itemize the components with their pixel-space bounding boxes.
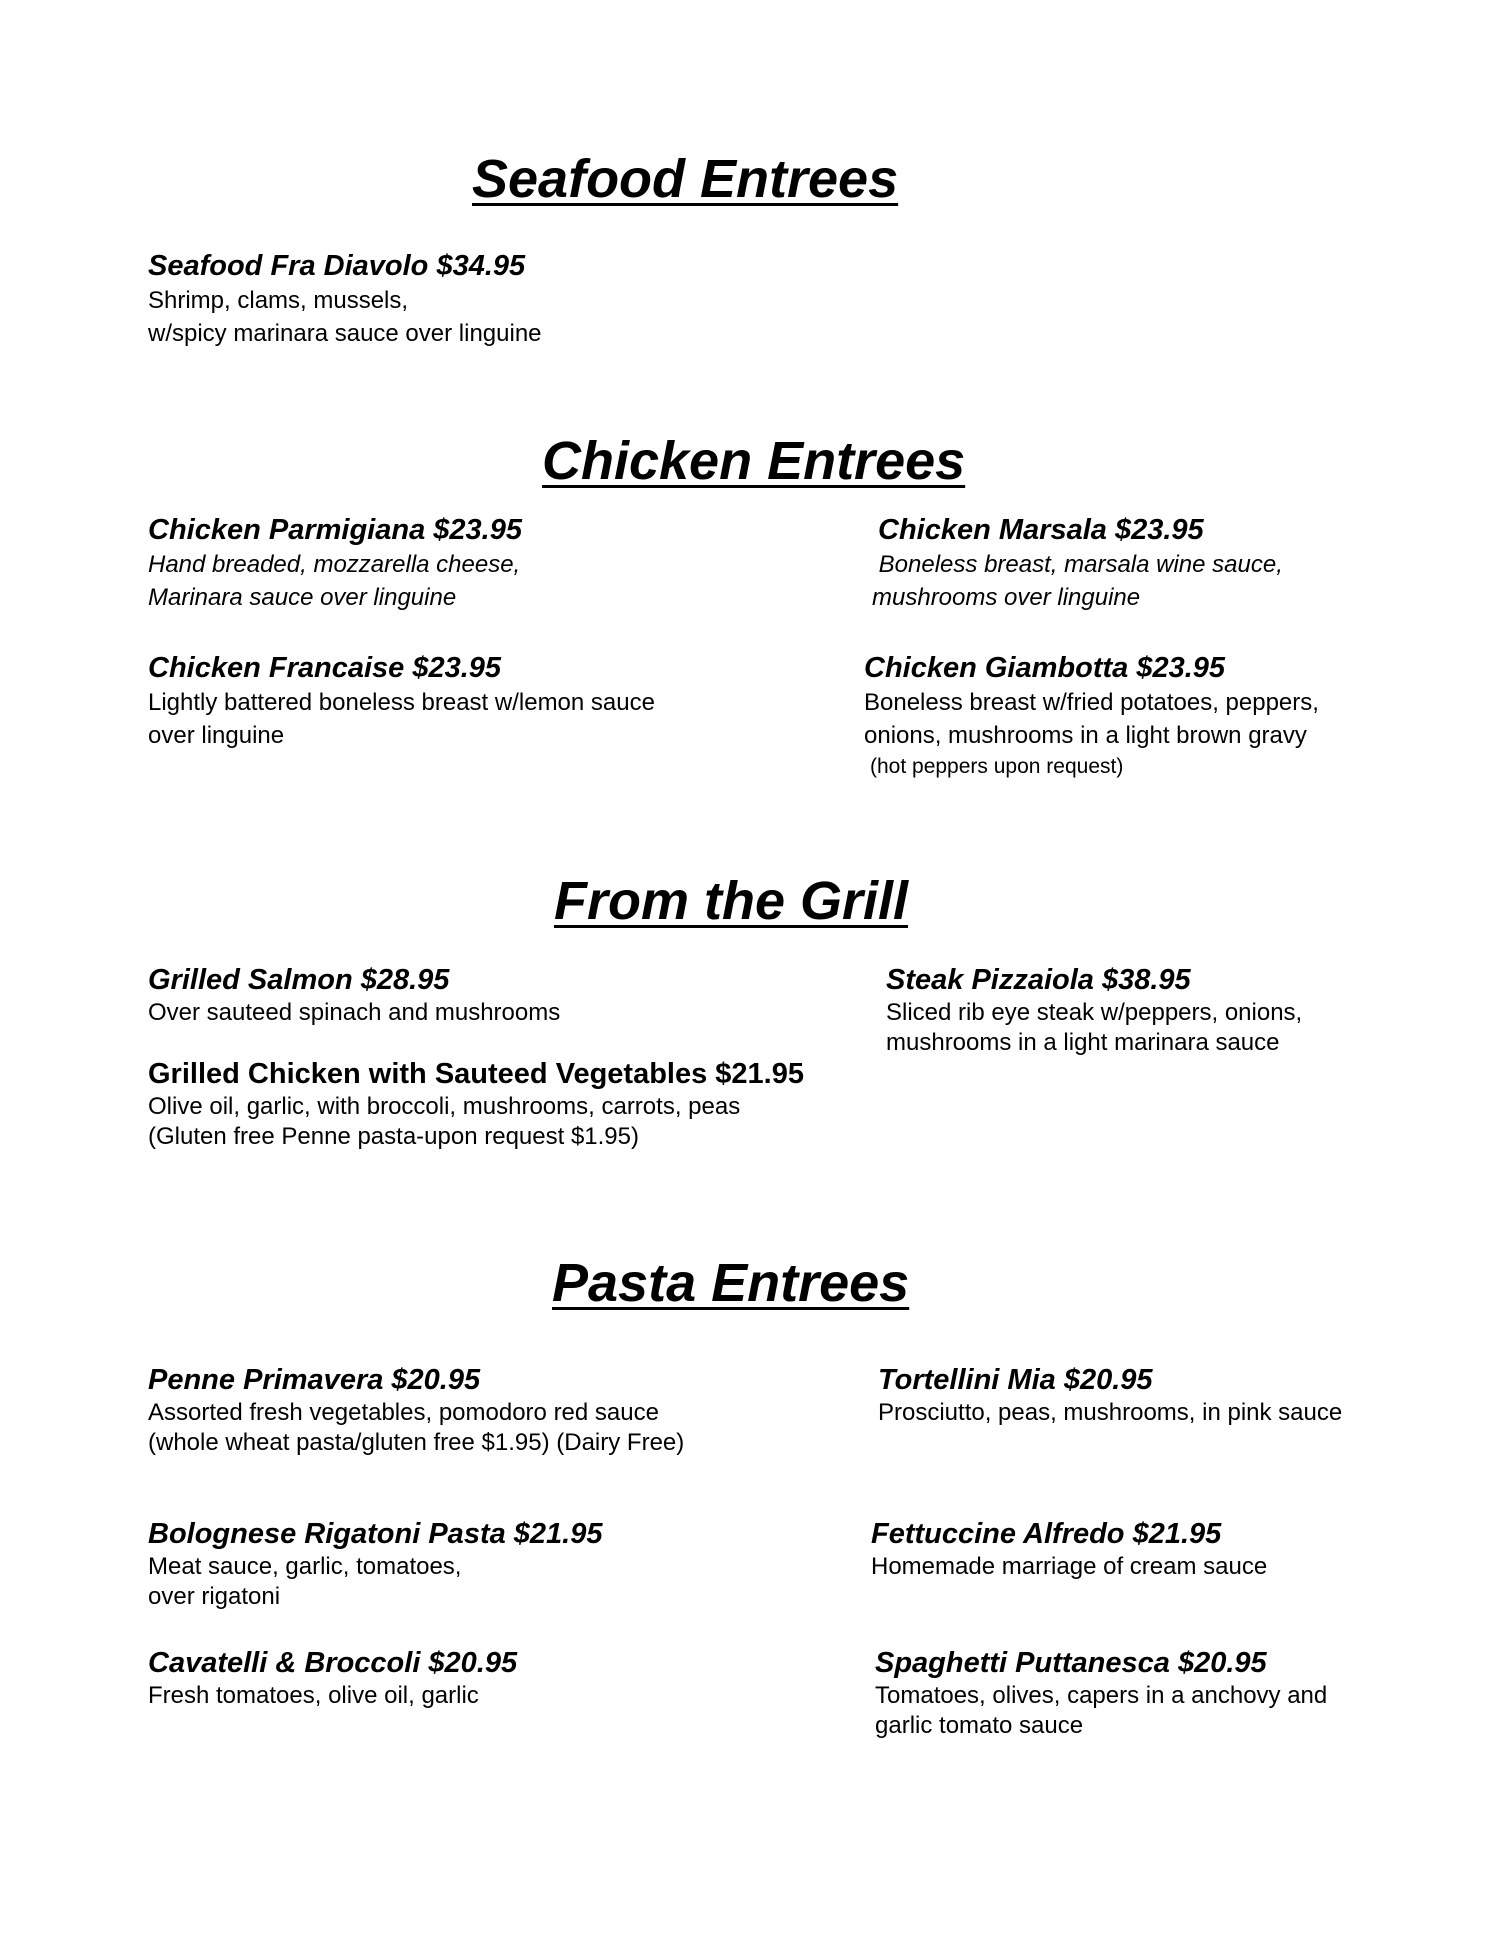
menu-item-chicken-parmigiana [148, 512, 522, 614]
menu-item-title: Chicken Francaise $23.95 [148, 652, 502, 684]
menu-item-title: Chicken Marsala $23.95 [878, 514, 1204, 546]
menu-item-grilled-salmon [148, 962, 560, 1028]
section-heading-seafood: Seafood Entrees [472, 149, 899, 209]
menu-item-title: Steak Pizzaiola $38.95 [886, 964, 1191, 996]
menu-item-desc-line: Shrimp, clams, mussels, [148, 287, 409, 314]
section-heading-pasta: Pasta Entrees [552, 1253, 910, 1313]
menu-item-desc-line: Over sauteed spinach and mushrooms [148, 999, 561, 1026]
menu-item-penne-primavera [148, 1362, 684, 1458]
menu-item-title: Chicken Giambotta $23.95 [864, 652, 1226, 684]
menu-item-desc-line: Lightly battered boneless breast w/lemon sauce [148, 689, 655, 716]
menu-item-desc-line: Assorted fresh vegetables, pomodoro red sauce [148, 1399, 659, 1426]
menu-item-chicken-marsala [872, 512, 1283, 614]
menu-item-desc-line: Olive oil, garlic, with broccoli, mushrooms, carrots, peas [148, 1093, 741, 1120]
section-heading-grill: From the Grill [554, 871, 909, 931]
menu-item-seafood-fra-diavolo [148, 248, 542, 350]
menu-item-desc-line: garlic tomato sauce [875, 1712, 1084, 1739]
menu-item-desc-line: Homemade marriage of cream sauce [871, 1553, 1268, 1580]
menu-item-tortellini-mia [878, 1362, 1342, 1428]
menu-item-desc-line: Tomatoes, olives, capers in a anchovy and [875, 1682, 1328, 1709]
menu-item-cavatelli-broccoli [148, 1645, 517, 1711]
menu-item-title: Spaghetti Puttanesca $20.95 [875, 1647, 1267, 1679]
menu-item-title: Seafood Fra Diavolo $34.95 [148, 250, 526, 282]
menu-item-steak-pizzaiola [886, 962, 1302, 1058]
menu-item-note: (hot peppers upon request) [870, 755, 1124, 778]
menu-item-title: Bolognese Rigatoni Pasta $21.95 [148, 1518, 603, 1550]
menu-item-chicken-giambotta [864, 650, 1319, 782]
menu-item-desc-line: Prosciutto, peas, mushrooms, in pink sauce [878, 1399, 1343, 1426]
menu-item-grilled-chicken-vegetables [148, 1056, 804, 1152]
menu-item-title: Cavatelli & Broccoli $20.95 [148, 1647, 518, 1679]
menu-item-title: Tortellini Mia $20.95 [878, 1364, 1153, 1396]
menu-item-title: Fettuccine Alfredo $21.95 [871, 1518, 1222, 1550]
menu-item-desc-line: Fresh tomatoes, olive oil, garlic [148, 1682, 479, 1709]
menu-item-spaghetti-puttanesca [875, 1645, 1327, 1741]
menu-item-desc-line: over rigatoni [148, 1583, 281, 1610]
menu-item-bolognese-rigatoni [148, 1516, 602, 1612]
menu-item-desc-line: over linguine [148, 722, 285, 749]
menu-item-desc-line: (Gluten free Penne pasta-upon request $1.95) [148, 1123, 639, 1150]
menu-item-desc-line: mushrooms in a light marinara sauce [886, 1029, 1280, 1056]
menu-item-desc-line: Hand breaded, mozzarella cheese, [148, 551, 521, 578]
menu-item-title: Penne Primavera $20.95 [148, 1364, 481, 1396]
menu-item-desc-line: (whole wheat pasta/gluten free $1.95) (Dairy Free) [148, 1429, 685, 1456]
menu-item-desc-line: mushrooms over linguine [872, 584, 1141, 611]
menu-item-desc-line: Sliced rib eye steak w/peppers, onions, [886, 999, 1303, 1026]
menu-item-desc-line: Boneless breast w/fried potatoes, peppers, [864, 689, 1319, 716]
menu-item-chicken-francaise [148, 650, 655, 752]
menu-item-fettuccine-alfredo [871, 1516, 1267, 1582]
menu-item-title: Chicken Parmigiana $23.95 [148, 514, 522, 546]
menu-item-desc-line: w/spicy marinara sauce over linguine [148, 320, 542, 347]
menu-item-desc-line: Boneless breast, marsala wine sauce, [872, 551, 1283, 578]
menu-item-desc-line: onions, mushrooms in a light brown gravy [864, 722, 1307, 749]
section-heading-chicken: Chicken Entrees [542, 431, 966, 491]
menu-item-title: Grilled Chicken with Sauteed Vegetables $21.95 [148, 1058, 804, 1090]
menu-item-desc-line: Marinara sauce over linguine [148, 584, 457, 611]
menu-item-title: Grilled Salmon $28.95 [148, 964, 450, 996]
menu-item-desc-line: Meat sauce, garlic, tomatoes, [148, 1553, 462, 1580]
